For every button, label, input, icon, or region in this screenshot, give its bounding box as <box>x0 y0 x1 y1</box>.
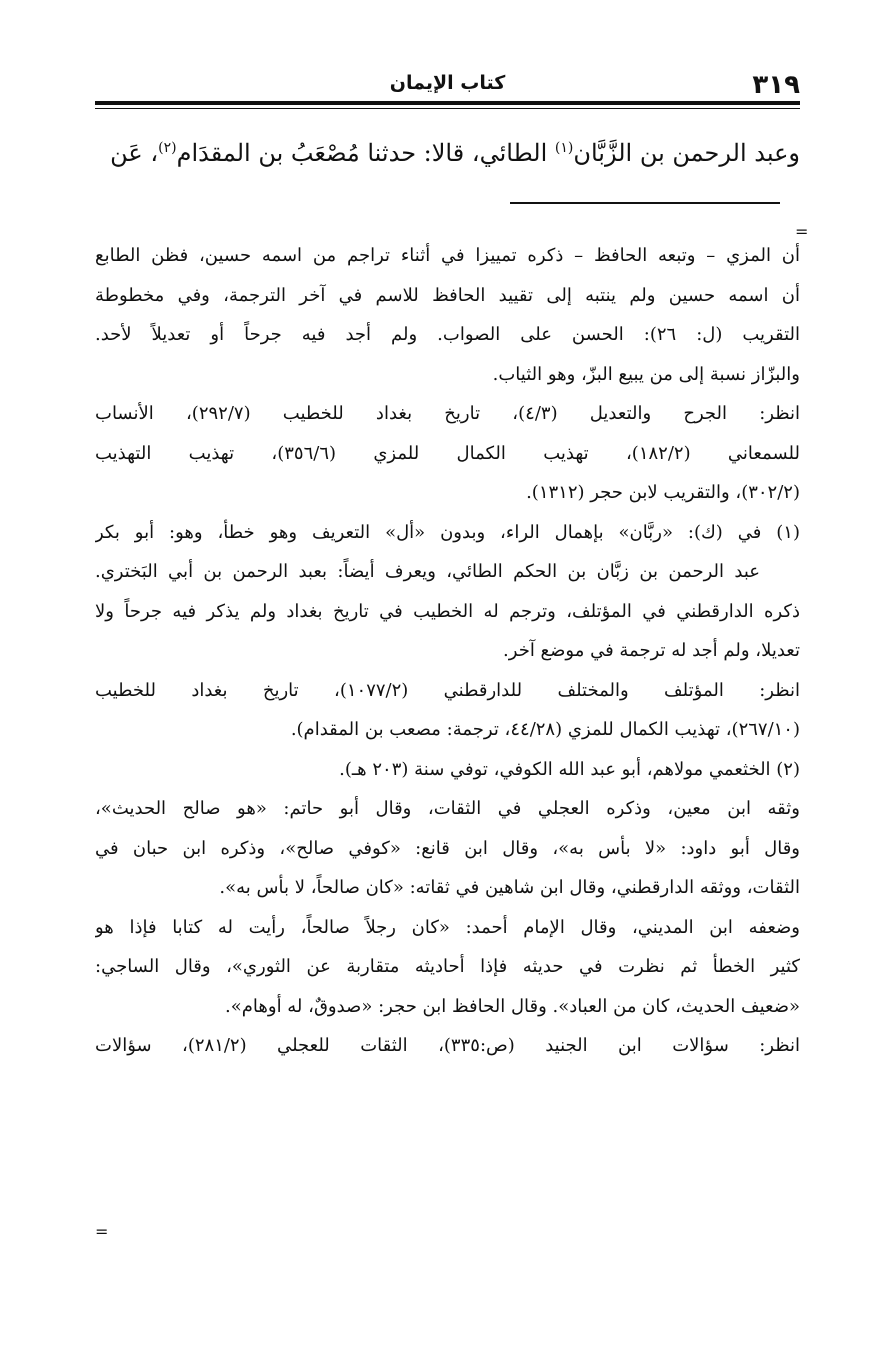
header-rule-thin <box>95 108 800 109</box>
footnote-line: (٢) الخثعمي مولاهم، أبو عبد الله الكوفي، توفي سنة (٢٠٣ هـ). <box>339 758 800 780</box>
footnotes <box>95 236 800 1066</box>
footnote-continuation-mark: = <box>795 222 809 241</box>
main-text-part-2: الطائي، قالا: حدثنا مُصْعَبُ بن المقدَام <box>176 139 555 167</box>
footnote-separator <box>510 202 780 204</box>
footnote-line: انظر: الجرح والتعديل (٤/٣)، تاريخ بغداد للخطيب (٢٩٢/٧)، الأنساب <box>95 403 800 424</box>
footnote-line: وضعفه ابن المديني، وقال الإمام أحمد: «كان رجلاً صالحاً، رأيت له كتابا فإذا هو <box>95 916 800 938</box>
footnote-line: والبزّاز نسبة إلى من يبيع البزّ، وهو الثياب. <box>492 363 800 385</box>
footnote-ref-2: (٢) <box>158 140 177 156</box>
page-header <box>95 70 800 100</box>
main-text <box>85 128 800 173</box>
footnote-line: عبد الرحمن بن زبَّان بن الحكم الطائي، ويعرف أيضاً: بعبد الرحمن بن أبي البَختري. <box>95 561 760 582</box>
footnote-line: (١) في (ك): «ربَّان» بإهمال الراء، وبدون «أل» التعريف وهو خطأ، وهو: أبو بكر <box>95 521 800 543</box>
footnote-line: للسمعاني (١٨٢/٢)، تهذيب الكمال للمزي (٣٥٦/٦)، تهذيب التهذيب <box>95 442 800 464</box>
main-text-part-3: ، عَن <box>110 139 159 167</box>
footnote-line: انظر: المؤتلف والمختلف للدارقطني (١٠٧٧/٢)، تاريخ بغداد للخطيب <box>95 679 800 701</box>
footnote-line: «ضعيف الحديث، كان من العباد». وقال الحافظ ابن حجر: «صدوقٌ، له أوهام». <box>225 995 800 1017</box>
footnote-line: التقريب (ل: ٢٦): الحسن على الصواب. ولم أجد فيه جرحاً أو تعديلاً لأحد. <box>95 324 800 345</box>
page-number: ٣١٩ <box>752 70 800 100</box>
footnote-line: أن المزي – وتبعه الحافظ – ذكره تمييزا في أثناء تراجم من اسمه حسين، فظن الطابع <box>95 245 800 266</box>
running-title: كتاب الإيمان <box>389 72 506 94</box>
footnote-line: تعديلا، ولم أجد له ترجمة في موضع آخر. <box>503 640 800 661</box>
footnote-line: أن اسمه حسين ولم ينتبه إلى تقييد الحافظ للاسم في آخر الترجمة، وفي مخطوطة <box>95 284 800 306</box>
main-text-part-1: وعبد الرحمن بن الزَّبَّان <box>573 139 800 167</box>
footnote-line: انظر: سؤالات ابن الجنيد (ص:٣٣٥)، الثقات للعجلي (٢٨١/٢)، سؤالات <box>95 1035 800 1056</box>
footnote-line: كثير الخطأ ثم نظرت في حديثه فإذا أحاديثه متقاربة عن الثوري»، وقال الساجي: <box>95 956 800 977</box>
footnote-ref-1: (١) <box>554 140 574 156</box>
footnote-line: وثقه ابن معين، وذكره العجلي في الثقات، وقال أبو حاتم: «هو صالح الحديث»، <box>95 798 800 819</box>
header-rule-thick <box>95 101 800 105</box>
footnote-line: الثقات، ووثقه الدارقطني، وقال ابن شاهين في ثقاته: «كان صالحاً، لا بأس به». <box>219 877 800 898</box>
footnote-line: وقال أبو داود: «لا بأس به»، وقال ابن قانع: «كوفي صالح»، وذكره ابن حبان في <box>95 837 800 859</box>
footnote-line: (٢٦٧/١٠)، تهذيب الكمال للمزي (٤٤/٢٨، ترجمة: مصعب بن المقدام). <box>290 719 800 740</box>
footnote-line: ذكره الدارقطني في المؤتلف، وترجم له الخطيب في تاريخ بغداد ولم يذكر فيه جرحاً ولا <box>95 600 800 622</box>
footnote-end-mark: = <box>95 1222 109 1241</box>
footnote-line: (٣٠٢/٢)، والتقريب لابن حجر (١٣١٢). <box>526 482 800 503</box>
